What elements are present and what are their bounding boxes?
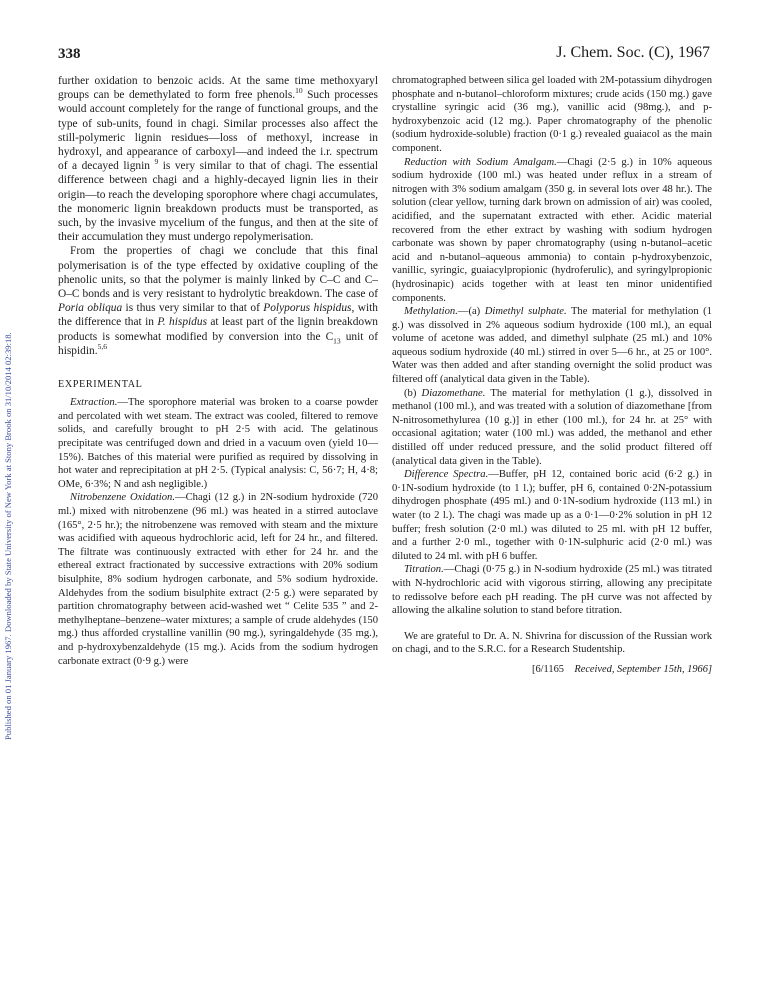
difference-spectra-title: Difference Spectra. [404, 469, 489, 481]
received-date: [6/1165 Received, September 15th, 1966] [532, 663, 712, 675]
diazomethane-title: Diazomethane. [421, 387, 486, 399]
experimental-heading: EXPERIMENTAL [58, 379, 143, 391]
extraction-paragraph: Extraction.—The sporophore material was broken to a coarse powder and percolated with wet steam. The extract was cooled, filtered to remove solids, and carefully brought to pH 2·5 with acid. The gelatinous precipitate was centrifuged down and dried in a vacuum oven (yield 10—15%). Batches of this material were purified as required by dissolving in hot water and reprecipitation at pH 2·5. (Typical analysis: C, 56·7; H, 4·8; OMe, 6·3%; N and ash negligible.) [58, 397, 378, 490]
species-name: P. hispidus [157, 316, 207, 329]
species-name: Poria obliqua [58, 302, 123, 315]
discussion-paragraph-2: From the properties of chagi we conclude that this final polymerisation is of the type effected by oxidative coupling of the phenolic units, so that the polymer is mainly linked by C–C and C–O–C bonds and is very resistant to hydrolytic breakdown. The case of Poria obliqua is thus very similar to that of Polyporus hispidus, with the difference that in P. hispidus at least part of the lignin breakdown products is somewhat modified by conversion into the $C_{13}$ unit of hispidin.$^{5,6}$ [58, 245, 379, 357]
journal-header: J. Chem. Soc. (C), 1967 [556, 44, 710, 61]
titration-title: Titration. [404, 564, 444, 576]
amalgam-paragraph: Reduction with Sodium Amalgam.—Chagi (2·5 g.) in 10% aqueous sodium hydroxide (100 ml.) was heated under reflux in a stream of nitrogen with 3% sodium amalgam (350 g. in several lots over 48 hr.). The solution (clear yellow, turning dark brown on admission of air) was cooled, acidified, and the supernatant extracted with ether. Acidic material recovered from the ether extract by washing with sodium hydrogen carbonate was shown by paper chromatography (using n-butanol–acetic acid and n-butanol–aqueous ammonia) to contain p-hydroxybenzoic, vanillic, syringic, guaiacylpropionic (hydroferulic), and syringylpropionic (hydrosinapic) acids together with at least ten minor unidentified components. [392, 156, 712, 304]
dimethyl-sulphate-title: Dimethyl sulphate. [484, 306, 567, 318]
extraction-title: Extraction. [70, 397, 118, 409]
download-watermark: Published on 01 January 1967. Downloaded by State University of New York at Stony Brook on 31/10/2014 02:39:18. [3, 332, 13, 740]
amalgam-title: Reduction with Sodium Amalgam. [404, 156, 557, 168]
reference-marker: 9 [154, 157, 159, 167]
titration-paragraph: Titration.—Chagi (0·75 g.) in N-sodium hydroxide (25 ml.) was titrated with N-hydrochloric acid with vigorous stirring, allowing any precipitate to redissolve before each pH reading. The pH curve was not affected by allowing the alkaline solution to stand before titration. [392, 564, 712, 617]
methylation-paragraph: Methylation.—(a) Dimethyl sulphate. The material for methylation (1 g.) was dissolved in 2% aqueous sodium hydroxide (100 ml.), an equal volume of acetone was added, and dimethyl sulphate (25 ml.) and 10% aqueous sodium hydroxide (40 ml.) stirred in over 5—6 hr., at 25 or 100°. Water was then added and after standing overnight the solid product was filtered off (analytical data given in the Table). [392, 306, 712, 386]
chromatography-paragraph: chromatographed between silica gel loaded with 2M-potassium dihydrogen phosphate and n-butanol–chloroform mixtures; crude acids (150 mg.) gave crystalline syringic acid (36 mg.), vanillic acid (98mg.), and p-hydroxybenzoic acid (12 mg.). Paper chromatography of the phenolic (sodium hydroxide-soluble) fraction (0·1 g.) revealed guaiacol as the main component. [392, 75, 712, 154]
species-name: Polyporus hispidus [263, 302, 352, 315]
nitrobenzene-paragraph: Nitrobenzene Oxidation.—Chagi (12 g.) in 2N-sodium hydroxide (720 ml.) mixed with nitrobenzene (96 ml.) was heated in a stirred autoclave (165°, 2·5 hr.); the nitrobenzene was removed with steam and the mixture was acidified with aqueous hydrochloric acid, left for 24 hr., and filtered. The filtrate was continuously extracted with ether for 24 hr. and the ethereal extract fractionated by successive extractions with 20% sodium bisulphite, 8% sodium hydrogen carbonate, and 5% sodium hydroxide. Aldehydes from the sodium bisulphite extract (2·5 g.) were separated by partition chromatography between acid-washed wet “ Celite 535 ” and 2-methylheptane–benzene–water mixtures; a sample of crude aldehydes (150 mg.) thus afforded crystalline vanillin (90 mg.), syringaldehyde (35 mg.), and p-hydroxybenzaldehyde (15 mg.). Acids from the sodium hydrogen carbonate extract (0·9 g.) were [58, 492, 379, 667]
subscript: 13 [333, 335, 341, 345]
reference-marker: 10 [295, 86, 303, 96]
acknowledgement: We are grateful to Dr. A. N. Shivrina for discussion of the Russian work on chagi, and to the S.R.C. for a Research Studentship. [392, 630, 712, 656]
left-column [58, 74, 378, 668]
diazomethane-paragraph: (b) Diazomethane. The material for methylation (1 g.), dissolved in methanol (100 ml.), and was treated with a solution of diazomethane [from N-nitrosomethylurea (10 g.)] in ether (100 ml.), for 24 hr. at 25° with occasional agitation; water (100 ml.) was added, the methanol and ether distilled off under reduced pressure, and the solid product filtered off (analytical data given in the Table). [392, 387, 712, 467]
nitrobenzene-title: Nitrobenzene Oxidation. [70, 492, 175, 504]
page-number: 338 [58, 46, 81, 62]
reference-code: [6/1165 [532, 663, 564, 675]
right-column [392, 74, 712, 677]
difference-spectra-paragraph: Difference Spectra.—Buffer, pH 12, contained boric acid (6·2 g.) in 0·1N-sodium hydroxide (to 1 l.); buffer, pH 6, contained 0·2N-potassium dihydrogen phosphate (495 ml.) and 0·1N-sodium hydroxide (113 ml.) in water (to 2 l.). The chagi was made up as a 0·1—0·2% solution in pH 12 buffer; fresh solution (2·0 ml.) was diluted to 25 ml. with pH 12 buffer, and a further 2·0 ml., together with 0·1N-sulphuric acid (2·0 ml.) was diluted to 24 ml. with pH 6 buffer. [392, 469, 712, 562]
reference-marker: 5,6 [97, 342, 107, 352]
discussion-paragraph-1: further oxidation to benzoic acids. At the same time methoxyaryl groups can be demethylated to form free phenols.$^{10}$ Such processes would account completely for the range of functional groups, and the type of sub-units, found in chagi. Similar processes also affect the still-polymeric lignin residues—loss of methoxyl, increase in hydroxyl, and appearance of carboxyl—and indeed the i.r. spectrum of a decayed lignin $^9$ is very similar to that of chagi. The essential difference between chagi and a highly-decayed lignin lies in their origin—to reach the developing sporophore where chagi accumulates, the monomeric lignin breakdown products must be transported, as such, by the invasive mycelium of the fungus, and then at the site of their accumulation they must undergo repolymerisation. [58, 75, 378, 244]
methylation-title: Methylation. [404, 306, 458, 318]
